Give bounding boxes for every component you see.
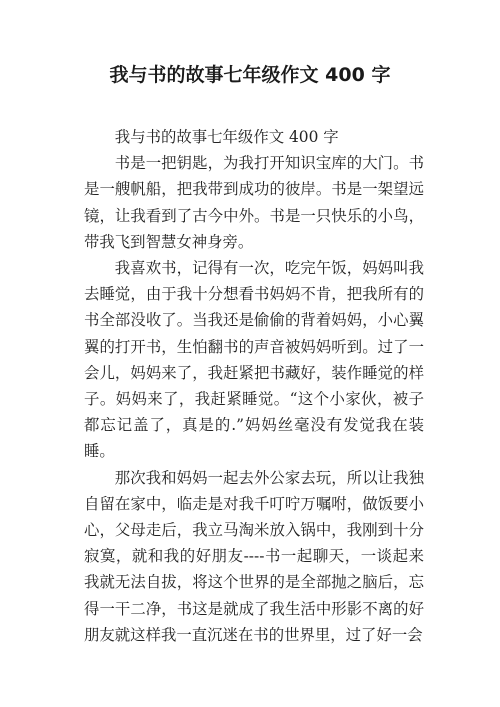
paragraph-3: 那次我和妈妈一起去外公家去玩，所以让我独自留在家中，临走是对我千叮咛万嘱咐，做饭要小心，父母走后，我立马淘米放入锅中，我刚到十分寂寞，就和我的好朋友----书一起聊天，一谈起来我就无法自拔，将这个世界的是全部抛之脑后，忘得一干二净，书这是就成了我生活中形影不离的好朋友就这样我一直沉迷在书的世界里，过了好一会: [84, 468, 424, 644]
paragraph-subtitle: 我与书的故事七年级作文 400 字: [114, 128, 339, 146]
paragraph-2: 我喜欢书，记得有一次，吃完午饭，妈妈叫我去睡觉，由于我十分想看书妈妈不肯，把我所有的书全部没收了。当我还是偷偷的背着妈妈，小心翼翼的打开书，生怕翻书的声音被妈妈听到。过了一会儿，妈妈来了，我赶紧把书藏好，装作睡觉的样子。妈妈来了，我赶紧睡觉。“这个小家伙，被子都忘记盖了，真是的.”妈妈丝毫没有发觉我在装睡。: [84, 259, 424, 461]
document-title: 我与书的故事七年级作文 400 字: [109, 64, 391, 86]
document-body: [84, 124, 424, 648]
paragraph-1: 书是一把钥匙，为我打开知识宝库的大门。书是一艘帆船，把我带到成功的彼岸。书是一架望远镜，让我看到了古今中外。书是一只快乐的小鸟，带我飞到智慧女神身旁。: [84, 154, 424, 251]
